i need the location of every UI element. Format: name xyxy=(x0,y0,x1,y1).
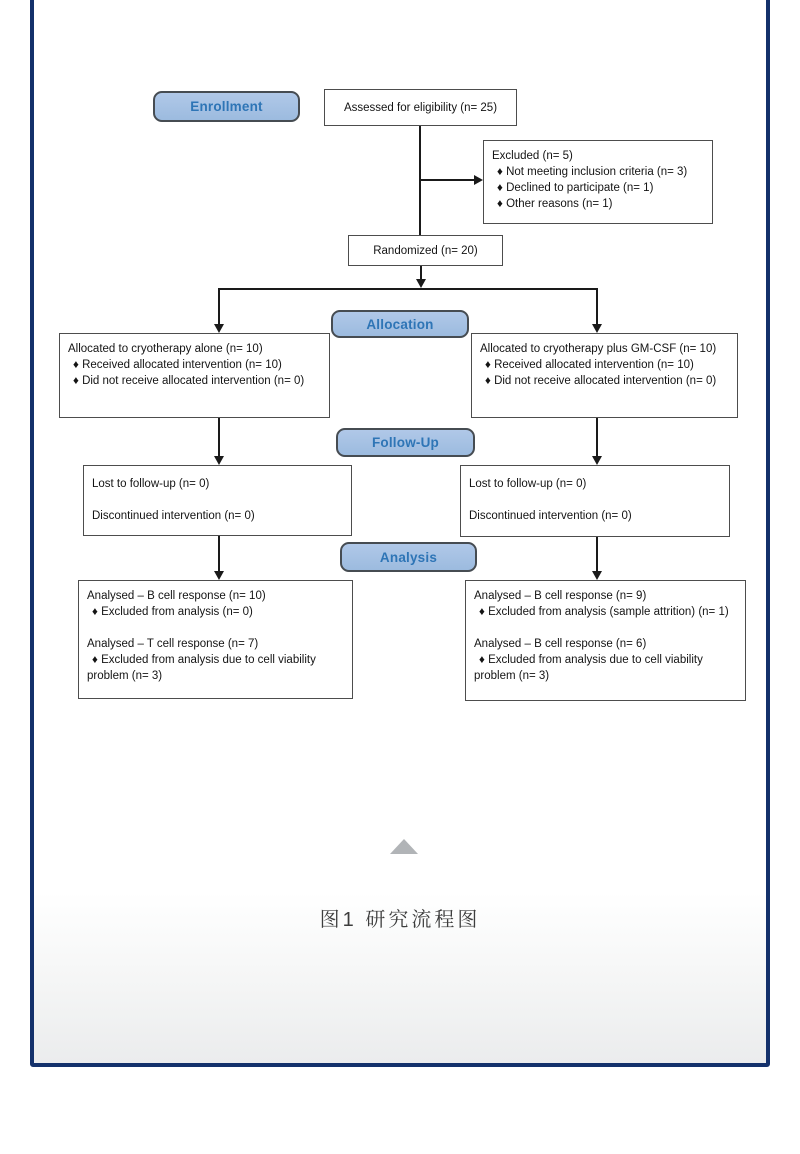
enrollment-badge xyxy=(153,91,300,122)
analysis-left-item-cont: problem (n= 3) xyxy=(87,670,163,682)
analysis-right-box xyxy=(465,580,746,701)
allocation-left-box xyxy=(59,333,330,418)
assessed-eligibility-box xyxy=(324,89,517,126)
followup-right-box xyxy=(460,465,730,537)
analysis-left-item: ♦ Excluded from analysis (n= 0) xyxy=(92,606,253,618)
excluded-title: Excluded (n= 5) xyxy=(492,150,573,162)
assessed-eligibility-text: Assessed for eligibility (n= 25) xyxy=(343,101,498,114)
arrowhead-split xyxy=(416,279,426,288)
followup-right-line: Lost to follow-up (n= 0) xyxy=(469,478,587,490)
allocation-left-item: ♦ Did not receive allocated intervention (n= 0) xyxy=(73,375,305,387)
connector-alloc-followup-left xyxy=(218,418,220,457)
randomized-box xyxy=(348,235,503,266)
connector-followup-analysis-right xyxy=(596,537,598,572)
analysis-left-item: ♦ Excluded from analysis due to cell viability xyxy=(92,654,316,666)
excluded-item: ♦ Declined to participate (n= 1) xyxy=(497,182,654,194)
arrowhead-followup-left xyxy=(214,456,224,465)
allocation-right-item: ♦ Received allocated intervention (n= 10) xyxy=(485,359,694,371)
connector-split-alloc-left xyxy=(218,288,220,325)
analysis-left-title: Analysed – B cell response (n= 10) xyxy=(87,590,266,602)
collapse-figure-triangle-icon[interactable] xyxy=(390,839,418,854)
allocation-left-title: Allocated to cryotherapy alone (n= 10) xyxy=(68,343,263,355)
excluded-box xyxy=(483,140,713,224)
analysis-right-item: ♦ Excluded from analysis due to cell viability xyxy=(479,654,703,666)
analysis-right-item: ♦ Excluded from analysis (sample attrition) (n= 1) xyxy=(479,606,729,618)
allocation-right-title: Allocated to cryotherapy plus GM-CSF (n= 10) xyxy=(480,343,717,355)
spacer-line xyxy=(474,620,737,636)
split-line xyxy=(218,288,598,290)
analysis-right-title: Analysed – B cell response (n= 6) xyxy=(474,638,647,650)
arrowhead-excluded xyxy=(474,175,483,185)
spacer-line xyxy=(87,620,344,636)
arrowhead-followup-right xyxy=(592,456,602,465)
excluded-item: ♦ Other reasons (n= 1) xyxy=(497,198,613,210)
connector-alloc-followup-right xyxy=(596,418,598,457)
connector-to-excluded xyxy=(420,179,475,181)
followup-badge-label: Follow-Up xyxy=(371,435,440,450)
excluded-item: ♦ Not meeting inclusion criteria (n= 3) xyxy=(497,166,688,178)
followup-badge xyxy=(336,428,475,457)
followup-left-line: Lost to follow-up (n= 0) xyxy=(92,478,210,490)
analysis-badge-label: Analysis xyxy=(379,549,438,565)
allocation-badge xyxy=(331,310,469,338)
allocation-left-item: ♦ Received allocated intervention (n= 10) xyxy=(73,359,282,371)
analysis-left-box xyxy=(78,580,353,699)
arrowhead-alloc-right xyxy=(592,324,602,333)
analysis-right-item-cont: problem (n= 3) xyxy=(474,670,550,682)
figure-caption: 图1 研究流程图 xyxy=(319,909,481,931)
arrowhead-analysis-left xyxy=(214,571,224,580)
arrowhead-alloc-left xyxy=(214,324,224,333)
followup-right-line: Discontinued intervention (n= 0) xyxy=(469,510,632,522)
connector-randomized-split xyxy=(420,266,422,280)
analysis-badge xyxy=(340,542,477,572)
arrowhead-analysis-right xyxy=(592,571,602,580)
spacer-line xyxy=(92,492,343,508)
allocation-right-box xyxy=(471,333,738,418)
connector-followup-analysis-left xyxy=(218,536,220,572)
spacer-line xyxy=(469,492,721,508)
allocation-badge-label: Allocation xyxy=(366,316,434,332)
enrollment-badge-label: Enrollment xyxy=(190,99,263,114)
followup-left-box xyxy=(83,465,352,536)
analysis-left-title: Analysed – T cell response (n= 7) xyxy=(87,638,259,650)
allocation-right-item: ♦ Did not receive allocated intervention (n= 0) xyxy=(485,375,717,387)
analysis-right-title: Analysed – B cell response (n= 9) xyxy=(474,590,647,602)
followup-left-line: Discontinued intervention (n= 0) xyxy=(92,510,255,522)
connector-split-alloc-right xyxy=(596,288,598,325)
randomized-text: Randomized (n= 20) xyxy=(373,244,478,257)
